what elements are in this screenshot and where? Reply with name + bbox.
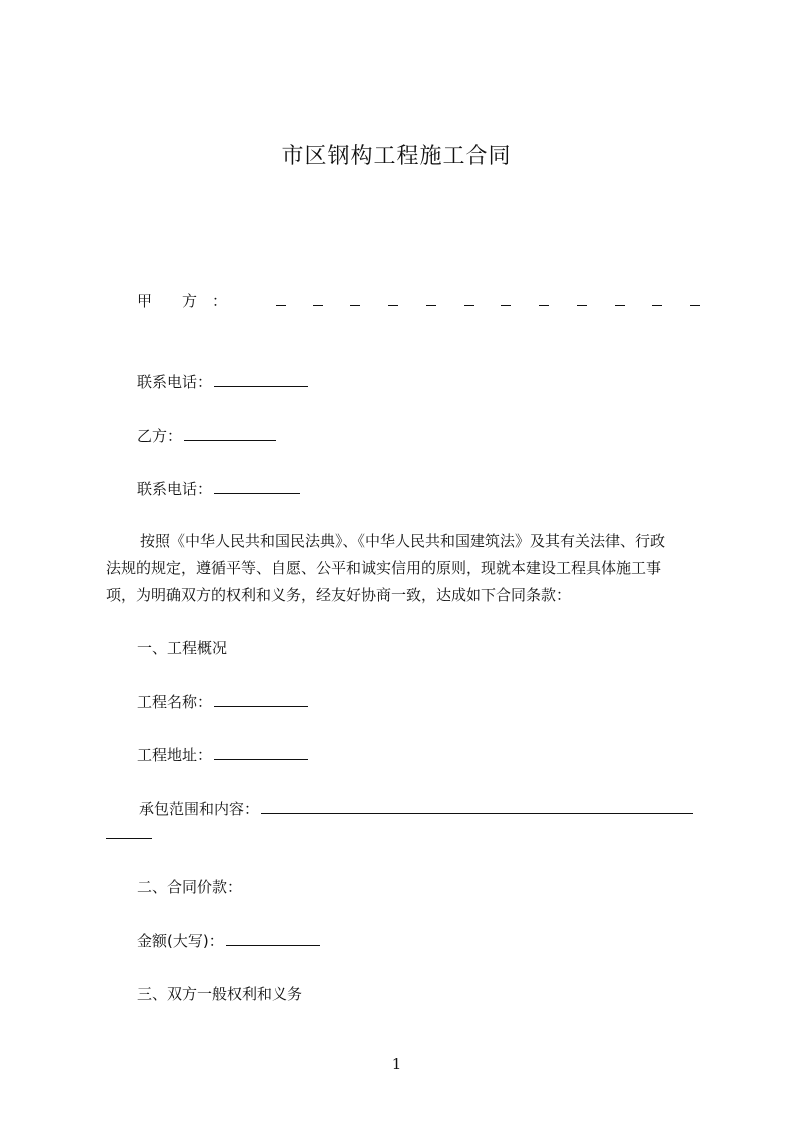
party-a-phone-blank[interactable] [214, 373, 308, 387]
amount-blank[interactable] [226, 932, 320, 946]
preamble-line-3: 项，为明确双方的权利和义务，经友好协商一致，达成如下合同条款： [106, 586, 572, 604]
party-a-phone-label: 联系电话： [137, 373, 213, 391]
scope-blank-continuation[interactable] [106, 838, 152, 839]
party-a-phone-row [137, 373, 308, 391]
party-b-blank[interactable] [184, 427, 276, 441]
scope-blank[interactable] [261, 800, 693, 814]
party-b-phone-label: 联系电话： [137, 480, 213, 498]
project-name-row [137, 693, 308, 711]
project-address-row [137, 746, 308, 764]
scope-label: 承包范围和内容： [139, 800, 260, 818]
project-name-label: 工程名称： [137, 693, 213, 711]
party-b-phone-blank[interactable] [214, 480, 300, 494]
project-address-label: 工程地址： [137, 746, 213, 764]
project-name-blank[interactable] [214, 693, 308, 707]
preamble-line-2: 法规的规定，遵循平等、自愿、公平和诚实信用的原则，现就本建设工程具体施工事 [106, 559, 662, 577]
preamble-line-1: 按照《中华人民共和国民法典》、《中华人民共和国建筑法》及其有关法律、行政 [140, 532, 666, 550]
party-b-phone-row [137, 480, 300, 498]
party-b-row [137, 427, 276, 445]
scope-row [139, 800, 693, 818]
section-1-heading: 一、工程概况 [137, 639, 228, 657]
party-b-label: 乙方： [137, 427, 183, 445]
section-2-heading: 二、合同价款： [137, 878, 243, 896]
section-3-heading: 三、双方一般权利和义务 [137, 985, 303, 1003]
project-address-blank[interactable] [214, 746, 308, 760]
party-a-label: 甲 方 ： [137, 292, 228, 310]
page-number: 1 [391, 1055, 402, 1073]
document-title: 市区钢构工程施工合同 [281, 144, 512, 169]
amount-label: 金额(大写)： [137, 932, 224, 950]
amount-row [137, 932, 320, 950]
